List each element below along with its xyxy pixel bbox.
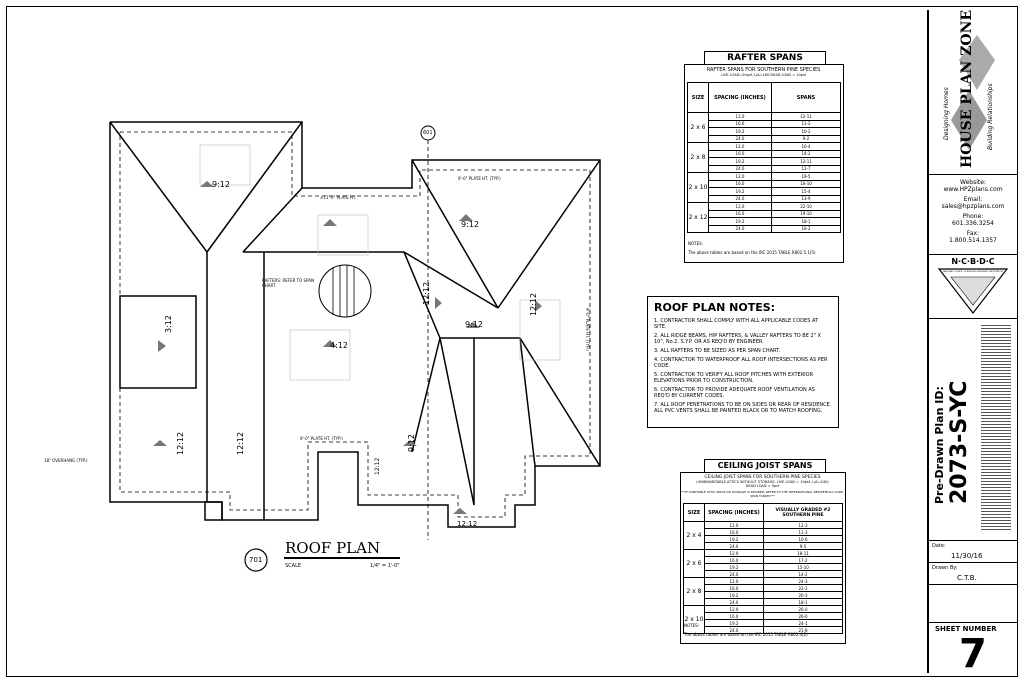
roof-outline bbox=[110, 122, 600, 527]
ncbdc-cell bbox=[929, 255, 1017, 319]
table-row bbox=[684, 529, 843, 536]
valley-line bbox=[404, 252, 498, 308]
note-item: 2. ALL RIDGE BEAMS, HIP RAFTERS, & VALLEY RAFTERS TO BE 2" X 10", No.2. S.Y.P. OR AS REQ'D BY ENGINEER. bbox=[654, 333, 821, 345]
website-link[interactable]: www.HPZplans.com bbox=[943, 186, 1003, 193]
table-cell: 24.0 bbox=[705, 599, 764, 606]
table-row bbox=[684, 522, 843, 529]
plate-height-label: ±11'-0" PLATE HT. bbox=[320, 195, 357, 200]
note-item: 1. CONTRACTOR SHALL COMPLY WITH ALL APPLICABLE CODES AT SITE. bbox=[654, 318, 819, 330]
section-tag: 601 bbox=[423, 130, 433, 136]
joist-spans-title: CEILING JOIST SPANS bbox=[704, 459, 826, 473]
table-cell: 10-2 bbox=[772, 128, 841, 136]
valley-line bbox=[412, 338, 440, 452]
logo-tagline: Designing Homes bbox=[943, 87, 950, 140]
table-cell: 20-3 bbox=[764, 592, 843, 599]
bay-outline bbox=[205, 502, 222, 520]
table-cell: 15-10 bbox=[764, 564, 843, 571]
table-row bbox=[688, 210, 841, 218]
roof-notes-list bbox=[654, 318, 832, 414]
pitch-label: 4:12 bbox=[330, 341, 348, 350]
date-value: 11/30/16 bbox=[951, 552, 983, 560]
logo-tagline: Building Relationships bbox=[987, 83, 994, 150]
table-row bbox=[684, 613, 843, 620]
pitch-label: 12:12 bbox=[236, 431, 245, 455]
rafter-notes-label: NOTES: bbox=[688, 241, 703, 246]
table-cell: 11-2 bbox=[772, 120, 841, 128]
drawing-number: 701 bbox=[249, 556, 263, 564]
table-row bbox=[688, 203, 841, 211]
size-cell: 2 x 10 bbox=[684, 606, 705, 634]
table-cell: 24-1 bbox=[764, 620, 843, 627]
table-cell: 24.0 bbox=[705, 627, 764, 634]
table-cell: 12.0 bbox=[709, 203, 772, 211]
table-row bbox=[688, 165, 841, 173]
table-row bbox=[688, 128, 841, 136]
drawn-label: Drawn By: bbox=[932, 565, 958, 571]
table-row bbox=[688, 135, 841, 143]
sheet-cell bbox=[929, 623, 1017, 677]
pitch-label: 9:12 bbox=[407, 434, 416, 452]
joist-subtitle: ***IF HABITABLE ATTIC SPACE OR STORAGE IS DESIRED, REFER TO THE INTERNATIONAL RESIDENTIAL CODE, SPAN TABLES*** bbox=[681, 490, 844, 498]
size-cell: 2 x 10 bbox=[688, 173, 709, 203]
roof-notes-panel bbox=[647, 296, 839, 428]
table-row bbox=[684, 599, 843, 606]
table-cell: 9-5 bbox=[764, 543, 843, 550]
table-cell: 12-11 bbox=[772, 158, 841, 166]
table-cell: 16.0 bbox=[709, 150, 772, 158]
plate-height-label: 9'-0" PLATE HT. (TYP.) bbox=[585, 308, 590, 351]
table-cell: 19.2 bbox=[709, 158, 772, 166]
table-cell: 12.0 bbox=[705, 550, 764, 557]
drawn-cell bbox=[929, 563, 1017, 585]
email-label: Email: bbox=[963, 196, 983, 203]
table-row bbox=[688, 120, 841, 128]
pitch-label: 12:12 bbox=[529, 292, 538, 316]
note-item: 5. CONTRACTOR TO VERIFY ALL ROOF PITCHES WITH EXTERIOR ELEVATIONS PRIOR TO CONSTRUCTION. bbox=[654, 372, 814, 384]
table-cell: 16.0 bbox=[705, 613, 764, 620]
joist-subtitle: (UNINHABITABLE ATTICS WITHOUT STORAGE, LIVE LOAD = 10psf, L/Δ=240) bbox=[696, 480, 829, 484]
table-cell: 14-2 bbox=[764, 571, 843, 578]
table-row bbox=[688, 188, 841, 196]
phone-number: 601.336.3254 bbox=[952, 220, 994, 227]
joist-subtitle: CEILING JOIST SPANS FOR SOUTHERN PINE SPECIES bbox=[704, 475, 821, 480]
scale-value: 1/4" = 1'-0" bbox=[370, 563, 400, 569]
table-cell: 18-1 bbox=[772, 218, 841, 226]
table-row bbox=[684, 543, 843, 550]
contact-cell bbox=[929, 175, 1017, 255]
table-cell: 22-2 bbox=[764, 585, 843, 592]
blank-cell bbox=[929, 585, 1017, 623]
pitch-label: 12:12 bbox=[457, 520, 478, 528]
size-cell: 2 x 4 bbox=[684, 522, 705, 550]
email-link[interactable]: sales@hpzplans.com bbox=[941, 203, 1005, 210]
table-cell: 19.2 bbox=[709, 218, 772, 226]
logo-cell bbox=[929, 10, 1017, 175]
table-cell: 14-2 bbox=[772, 150, 841, 158]
table-cell: 24.0 bbox=[709, 135, 772, 143]
plate-height-label: 9'-0" PLATE HT. (TYP.) bbox=[300, 436, 343, 441]
pitch-label: 9:12 bbox=[465, 320, 483, 329]
table-cell: 16.0 bbox=[705, 529, 764, 536]
drawing-title: ROOF PLAN bbox=[285, 539, 381, 557]
col-spacing: SPACING (INCHES) bbox=[709, 83, 772, 113]
overhang-label: 18" OVERHANG (TYP.) bbox=[44, 458, 88, 463]
pitch-label: 12:12 bbox=[374, 457, 381, 475]
table-cell: 17-2 bbox=[764, 557, 843, 564]
table-row bbox=[684, 578, 843, 585]
fax-number: 1.800.514.1357 bbox=[949, 237, 997, 244]
col-spacing: SPACING (INCHES) bbox=[705, 504, 764, 522]
drawn-value: C.T.B. bbox=[957, 574, 977, 582]
table-cell: 10-6 bbox=[764, 536, 843, 543]
col-size: SIZE bbox=[688, 83, 709, 113]
table-row bbox=[688, 158, 841, 166]
website-label: Website: bbox=[960, 179, 986, 186]
col-grade: VISUALLY GRADED #2 SOUTHERN PINE bbox=[764, 504, 843, 522]
table-row bbox=[684, 571, 843, 578]
rafter-subtitle: RAFTER SPANS FOR SOUTHERN PINE SPECIES bbox=[706, 67, 821, 73]
table-cell: 16.0 bbox=[709, 120, 772, 128]
rafter-detail-circle bbox=[319, 265, 371, 317]
table-cell: 19.2 bbox=[705, 536, 764, 543]
ncbdc-title: N·C·B·D·C bbox=[951, 257, 995, 266]
col-spans: SPANS bbox=[772, 83, 841, 113]
table-cell: 16-10 bbox=[772, 180, 841, 188]
joist-notes-label: NOTES: bbox=[684, 623, 699, 628]
table-cell: 19-10 bbox=[772, 210, 841, 218]
rafters-note: RAFTERS: REFER TO SPAN CHART bbox=[262, 278, 314, 288]
table-cell: 19.2 bbox=[705, 620, 764, 627]
phone-label: Phone: bbox=[962, 213, 984, 220]
sheet-label: SHEET NUMBER bbox=[935, 625, 997, 633]
hip-line bbox=[498, 160, 600, 308]
table-row bbox=[688, 195, 841, 203]
size-cell: 2 x 6 bbox=[688, 113, 709, 143]
table-row bbox=[684, 536, 843, 543]
scale-label: SCALE bbox=[285, 563, 302, 569]
rafter-notes-text: The above tables are based on the IRC 2015 TABLE R802.5.1(5) bbox=[688, 250, 816, 255]
sheet-number: 7 bbox=[959, 631, 987, 677]
table-cell: 16.0 bbox=[709, 210, 772, 218]
table-row bbox=[684, 585, 843, 592]
table-cell: 26-0 bbox=[764, 613, 843, 620]
table-cell: 15-4 bbox=[772, 188, 841, 196]
hip-line bbox=[110, 122, 207, 252]
roof-notes-title: ROOF PLAN NOTES: bbox=[654, 301, 776, 314]
table-cell: 11-3 bbox=[764, 529, 843, 536]
table-row bbox=[688, 225, 841, 233]
table-cell: 19.2 bbox=[709, 128, 772, 136]
note-item: 6. CONTRACTOR TO PROVIDE ADEQUATE ROOF VENTILATION AS REQ'D BY CURRENT CODES. bbox=[654, 387, 815, 399]
table-cell: 24.0 bbox=[709, 225, 772, 233]
table-cell: 18-1 bbox=[764, 599, 843, 606]
table-row bbox=[684, 557, 843, 564]
table-cell: 16-4 bbox=[772, 143, 841, 151]
table-cell: 12.0 bbox=[709, 143, 772, 151]
note-item: 4. CONTRACTOR TO WATERPROOF ALL ROOF INTERSECTIONS AS PER CODE. bbox=[654, 357, 828, 369]
hip-line bbox=[243, 188, 302, 252]
table-cell: 12.0 bbox=[705, 606, 764, 613]
table-row bbox=[684, 592, 843, 599]
size-cell: 2 x 8 bbox=[684, 578, 705, 606]
wall-dashed bbox=[120, 132, 590, 517]
table-cell: 19.2 bbox=[705, 592, 764, 599]
table-cell: 12-3 bbox=[764, 522, 843, 529]
table-cell: 24.0 bbox=[705, 543, 764, 550]
table-cell: 11-7 bbox=[772, 165, 841, 173]
table-row bbox=[684, 606, 843, 613]
joist-spans-panel bbox=[680, 472, 846, 644]
table-cell: 13-9 bbox=[772, 195, 841, 203]
rafter-spans-title: RAFTER SPANS bbox=[704, 51, 826, 65]
table-cell: 16.0 bbox=[709, 180, 772, 188]
logo-main: HOUSE PLAN ZONE bbox=[959, 9, 975, 168]
table-row bbox=[688, 143, 841, 151]
table-cell: 12.0 bbox=[709, 113, 772, 121]
table-cell: 18-11 bbox=[764, 550, 843, 557]
table-cell: 9-2 bbox=[772, 135, 841, 143]
table-row bbox=[684, 564, 843, 571]
table-row bbox=[688, 218, 841, 226]
table-cell: 12.0 bbox=[705, 522, 764, 529]
size-cell: 2 x 8 bbox=[688, 143, 709, 173]
joist-table bbox=[683, 503, 843, 634]
title-block bbox=[927, 9, 1017, 677]
table-row bbox=[688, 180, 841, 188]
note-item: 3. ALL RAFTERS TO BE SIZED AS PER SPAN CHART. bbox=[654, 348, 781, 354]
table-cell: 12.0 bbox=[709, 173, 772, 181]
table-cell: 16.0 bbox=[705, 585, 764, 592]
table-cell: 16.0 bbox=[705, 557, 764, 564]
table-cell: 19-5 bbox=[772, 173, 841, 181]
date-label: Date: bbox=[932, 543, 946, 549]
table-cell: 26-0 bbox=[764, 606, 843, 613]
table-cell: 19.2 bbox=[709, 188, 772, 196]
table-cell: 19.2 bbox=[705, 564, 764, 571]
rafter-table bbox=[687, 82, 841, 233]
table-cell: 12.0 bbox=[705, 578, 764, 585]
ncbdc-subtitle: NATIONAL COUNCIL OF BUILDING DESIGNER CERTIFICATION bbox=[942, 271, 1004, 273]
pitch-label: 3:12 bbox=[164, 315, 173, 333]
table-cell: 16-2 bbox=[772, 225, 841, 233]
table-row bbox=[684, 620, 843, 627]
plate-height-label: 9'-0" PLATE HT. (TYP.) bbox=[458, 176, 501, 181]
table-cell: 24.0 bbox=[705, 571, 764, 578]
col-size: SIZE bbox=[684, 504, 705, 522]
note-item: 7. ALL ROOF PENETRATIONS TO BE ON SIDES OR REAR OF RESIDENCE. ALL PVC VENTS SHALL BE PAINTED BLACK OR TO MATCH ROOFING. bbox=[654, 402, 832, 414]
table-row bbox=[688, 173, 841, 181]
pitch-label: 12:12 bbox=[422, 281, 431, 305]
joist-notes-text: The above tables are based on the IRC 2015 TABLE R802.4(2) bbox=[684, 632, 808, 637]
fax-label: Fax: bbox=[966, 230, 980, 237]
plan-id: 2073-S-YC bbox=[947, 380, 972, 504]
size-cell: 2 x 6 bbox=[684, 550, 705, 578]
pitch-label: 12:12 bbox=[176, 431, 185, 455]
pitch-label: 9:12 bbox=[461, 220, 479, 229]
pitch-label: 9:12 bbox=[212, 180, 230, 189]
table-row bbox=[684, 550, 843, 557]
table-cell: 24.0 bbox=[709, 195, 772, 203]
rafter-subtitle: LIVE LOAD=20psf, L/Δ=180 DEAD LOAD = 10psf bbox=[720, 73, 807, 77]
ncbdc-seal bbox=[929, 267, 1017, 317]
table-cell: 12-11 bbox=[772, 113, 841, 121]
date-cell bbox=[929, 541, 1017, 563]
copyright-text bbox=[981, 323, 1011, 531]
joist-subtitle: DEAD LOAD = 5psf bbox=[745, 484, 780, 488]
table-cell: 24-3 bbox=[764, 578, 843, 585]
table-cell: 21-8 bbox=[764, 627, 843, 634]
table-cell: 24.0 bbox=[709, 165, 772, 173]
rafter-spans-panel bbox=[684, 64, 844, 263]
table-row bbox=[688, 150, 841, 158]
size-cell: 2 x 12 bbox=[688, 203, 709, 233]
table-cell: 22-10 bbox=[772, 203, 841, 211]
plan-id-cell bbox=[929, 319, 1017, 541]
valley-line bbox=[440, 338, 474, 505]
plan-id-label: Pre-Drawn Plan ID: bbox=[933, 386, 946, 504]
table-row bbox=[688, 113, 841, 121]
